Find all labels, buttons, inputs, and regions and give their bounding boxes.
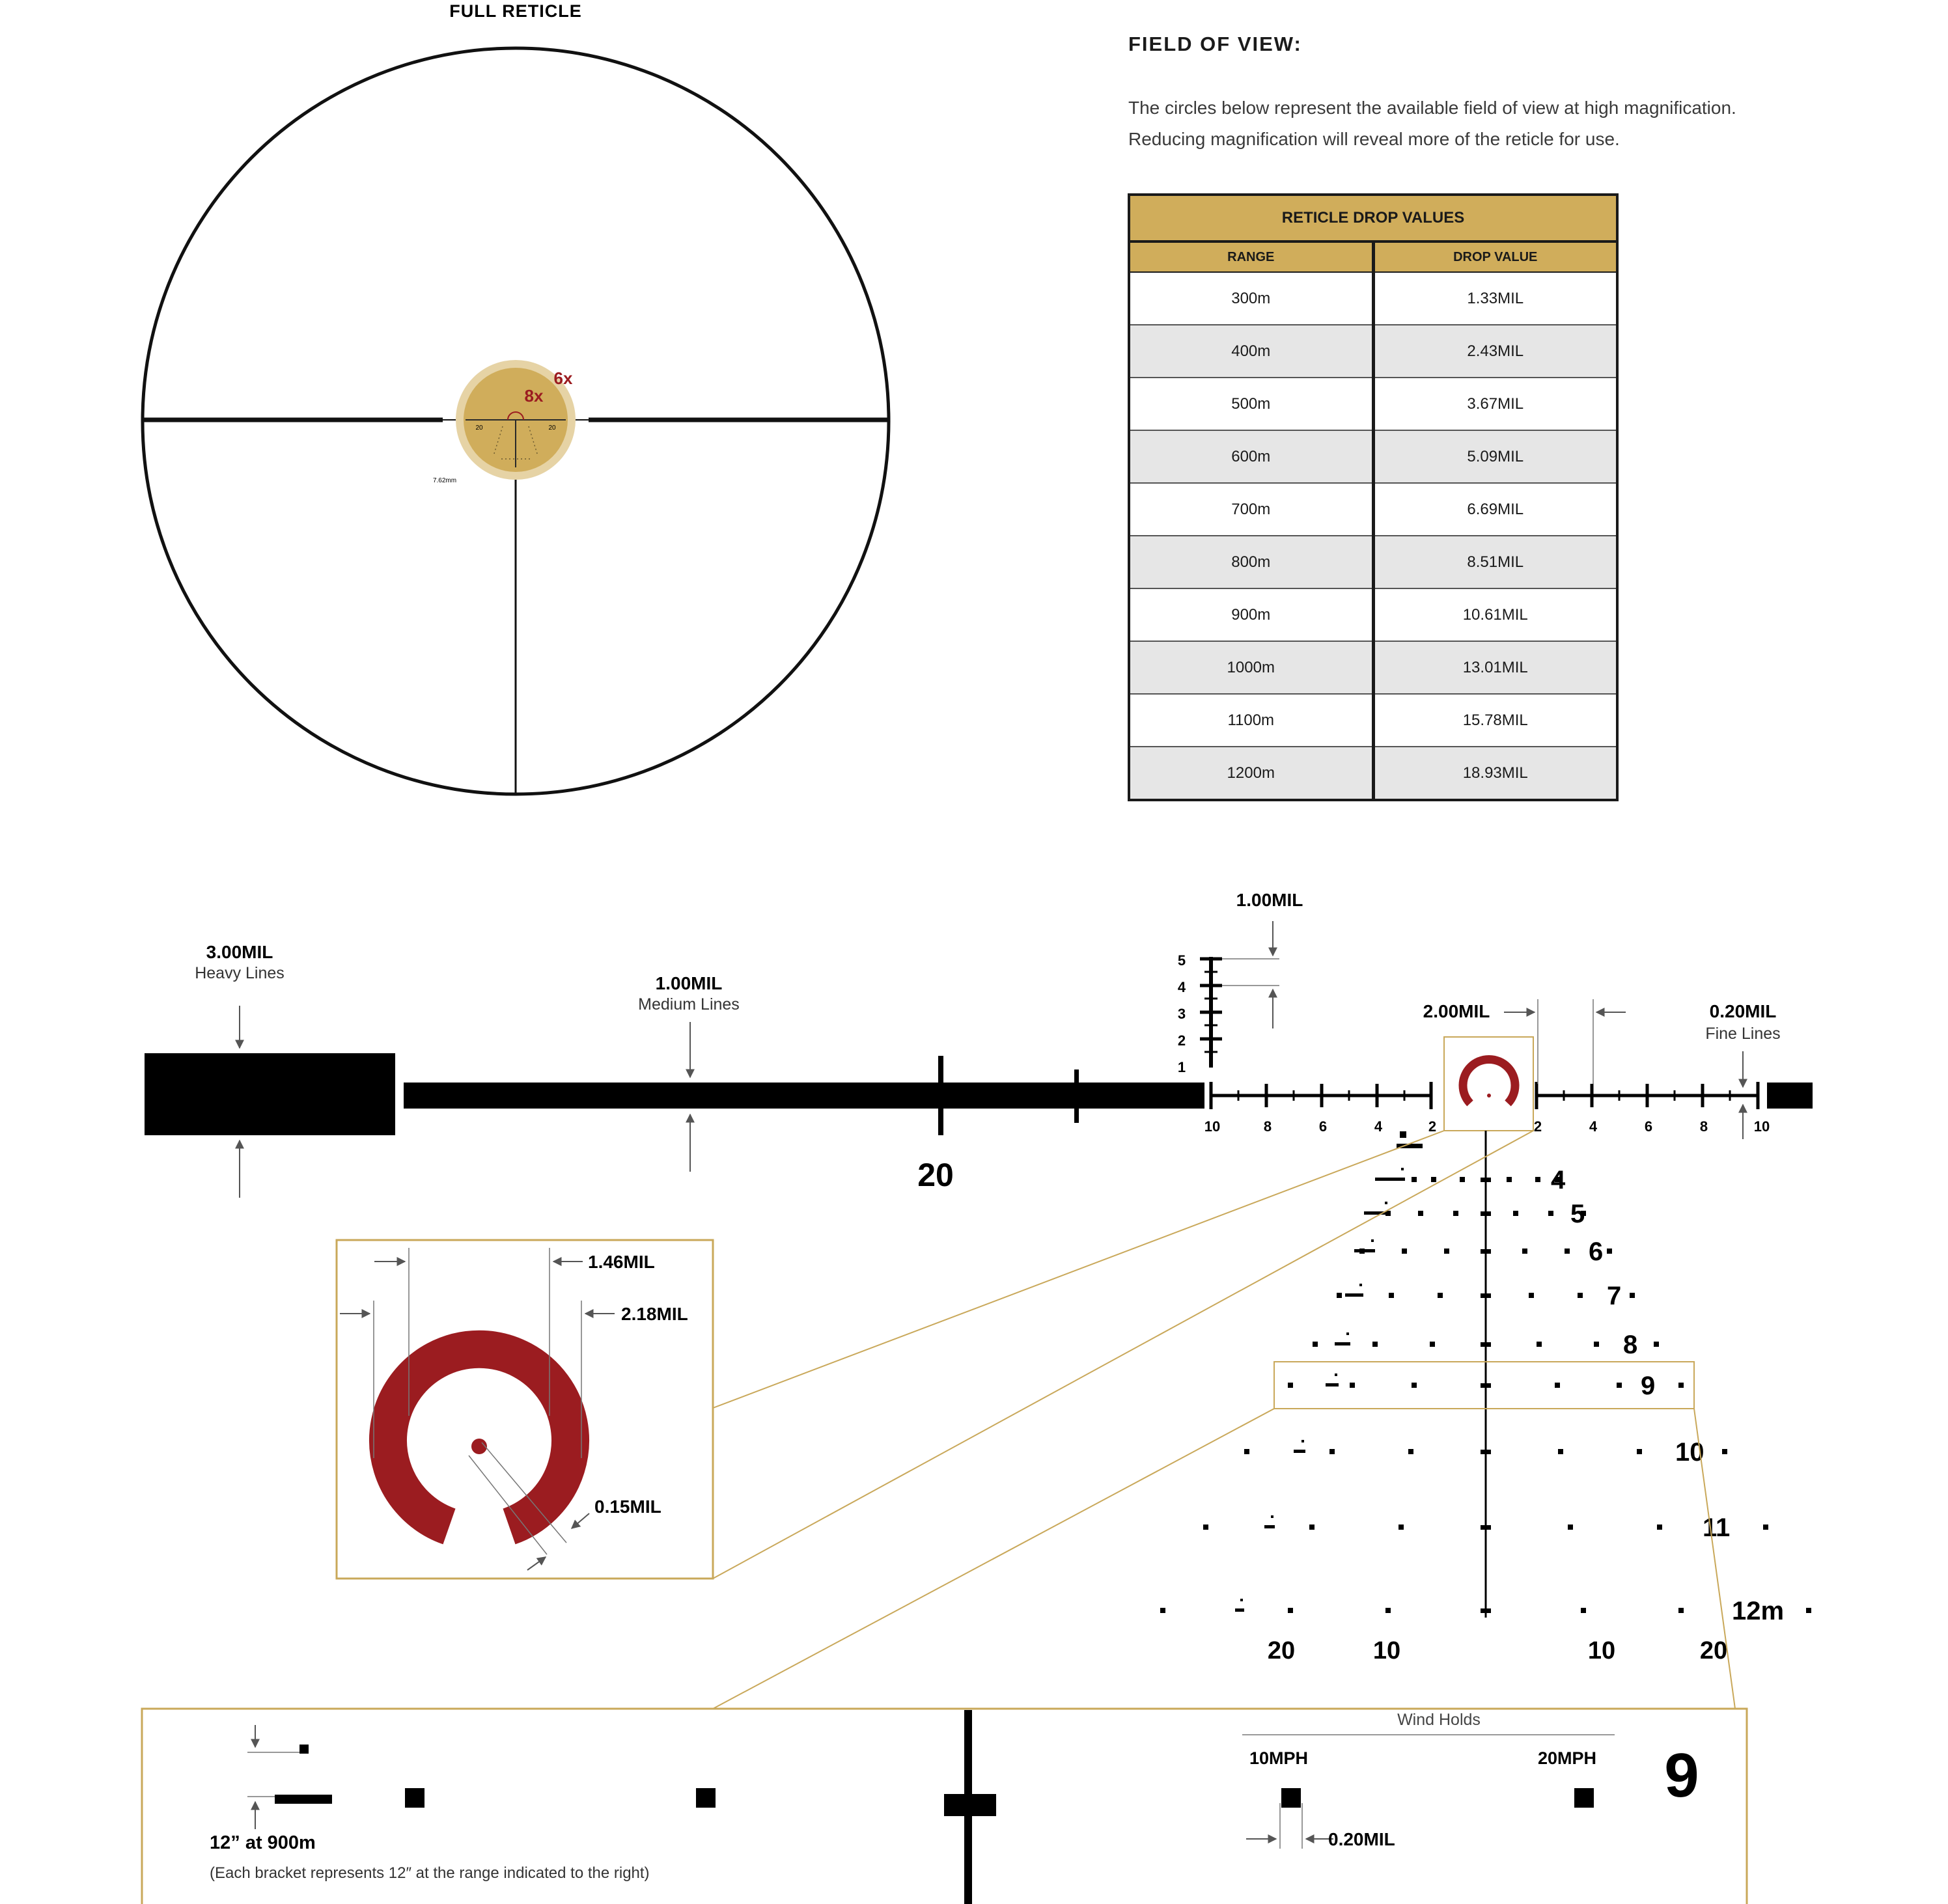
bdc-wind-dot bbox=[1529, 1293, 1534, 1298]
vertical-scale-label: 2 bbox=[1177, 1032, 1186, 1049]
heavy-line-bar bbox=[145, 1053, 395, 1135]
bdc-bracket-tick bbox=[1271, 1515, 1273, 1518]
vertical-mil-scale bbox=[1178, 890, 1303, 1075]
bdc-bracket bbox=[1375, 1178, 1405, 1181]
bdc-center-mark bbox=[1481, 1178, 1491, 1182]
bdc-range-label: 6 bbox=[1589, 1237, 1604, 1266]
bdc-bracket bbox=[1335, 1342, 1350, 1345]
bdc-bracket bbox=[1345, 1293, 1363, 1297]
bdc-wind-dot bbox=[1637, 1449, 1642, 1454]
fine-line-value: 0.20MIL bbox=[1709, 1001, 1777, 1021]
bdc-bracket-tick bbox=[1359, 1284, 1362, 1286]
full-reticle-title: FULL RETICLE bbox=[449, 1, 582, 21]
vertical-scale-value: 1.00MIL bbox=[1236, 890, 1303, 910]
vertical-scale-label: 3 bbox=[1177, 1006, 1186, 1022]
mini-scale-right: 20 bbox=[548, 424, 556, 432]
row-number-9: 9 bbox=[1664, 1741, 1699, 1810]
range-cell: 500m bbox=[1129, 378, 1373, 430]
bracket-bar bbox=[275, 1795, 332, 1804]
bdc-wind-dot bbox=[1385, 1608, 1391, 1613]
bdc-bracket bbox=[1354, 1249, 1375, 1252]
right-heavy-stub bbox=[1767, 1083, 1813, 1109]
bdc-wind-dot bbox=[1398, 1525, 1404, 1530]
bdc-wind-dot bbox=[1418, 1211, 1423, 1216]
bdc-range-label: 11 bbox=[1703, 1513, 1731, 1542]
magnification-6x-label: 6x bbox=[553, 368, 573, 388]
bdc-center-mark bbox=[1481, 1249, 1491, 1254]
horizontal-scale-label: 10 bbox=[1204, 1118, 1221, 1135]
bdc-center-mark bbox=[1481, 1383, 1491, 1388]
bdc-bracket-tick bbox=[1401, 1168, 1404, 1170]
wind-dot-10-right bbox=[1281, 1788, 1301, 1808]
medium-bar-number: 20 bbox=[917, 1157, 954, 1193]
bracket-note: (Each bracket represents 12″ at the range indicated to the right) bbox=[210, 1864, 650, 1882]
medium-bar-tick-major bbox=[938, 1056, 943, 1135]
bdc-dot bbox=[1400, 1131, 1406, 1138]
bdc-wind-dot bbox=[1513, 1211, 1518, 1216]
gap-callout-value: 2.00MIL bbox=[1423, 1001, 1490, 1021]
wind-dot-20-right bbox=[1574, 1788, 1594, 1808]
bdc-bracket-tick bbox=[1346, 1332, 1349, 1335]
field-of-view-title: FIELD OF VIEW: bbox=[1128, 33, 1302, 55]
heavy-line-label: Heavy Lines bbox=[195, 964, 285, 982]
bdc-wind-dot bbox=[1581, 1608, 1586, 1613]
horizontal-scale-label: 4 bbox=[1589, 1118, 1598, 1135]
bdc-bracket-tick bbox=[1240, 1599, 1243, 1601]
wind-hold-label: 10 bbox=[1587, 1637, 1616, 1664]
bdc-wind-dot bbox=[1578, 1293, 1583, 1298]
bdc-wind-dot bbox=[1555, 1383, 1560, 1388]
bdc-wind-dot bbox=[1654, 1342, 1659, 1347]
wind-10mph-label: 10MPH bbox=[1249, 1748, 1309, 1768]
caliber-label: 7.62mm bbox=[432, 477, 457, 484]
range-cell: 300m bbox=[1129, 272, 1373, 325]
range-cell: 800m bbox=[1129, 536, 1373, 588]
bdc-wind-dot bbox=[1607, 1249, 1612, 1254]
bdc-center-mark bbox=[1481, 1211, 1491, 1216]
wind-hold-label: 10 bbox=[1372, 1637, 1401, 1664]
line-spec-section bbox=[145, 890, 1813, 1198]
range-cell: 900m bbox=[1129, 588, 1373, 641]
bdc-wind-dot bbox=[1537, 1342, 1542, 1347]
center-cross-block bbox=[944, 1794, 996, 1816]
wind-20mph-label: 20MPH bbox=[1537, 1748, 1597, 1768]
bdc-wind-dot bbox=[1678, 1608, 1684, 1613]
bdc-wind-dot bbox=[1678, 1383, 1684, 1388]
horizontal-scale-label: 6 bbox=[1318, 1118, 1328, 1135]
bdc-wind-dot bbox=[1412, 1383, 1417, 1388]
bdc-drop-tree bbox=[1160, 1131, 1811, 1664]
vertical-scale-label: 1 bbox=[1177, 1059, 1186, 1075]
medium-line-label: Medium Lines bbox=[638, 995, 740, 1014]
drop-cell: 18.93MIL bbox=[1373, 747, 1617, 800]
medium-line-value: 1.00MIL bbox=[655, 973, 723, 993]
wind-holds-title: Wind Holds bbox=[1397, 1711, 1481, 1729]
wind-dot-10-left bbox=[696, 1788, 716, 1808]
drop-cell: 10.61MIL bbox=[1373, 588, 1617, 641]
inner-diameter-value: 1.46MIL bbox=[588, 1252, 655, 1272]
bdc-wind-dot bbox=[1309, 1525, 1315, 1530]
fov-text-line-1: The circles below represent the available field of view at high magnification. bbox=[1128, 98, 1736, 118]
column-header-range: RANGE bbox=[1129, 241, 1373, 272]
bdc-wind-dot bbox=[1594, 1342, 1599, 1347]
bdc-wind-dot bbox=[1630, 1293, 1635, 1298]
fine-line-label: Fine Lines bbox=[1705, 1025, 1781, 1043]
bdc-wind-dot bbox=[1203, 1525, 1208, 1530]
drop-cell: 15.78MIL bbox=[1373, 694, 1617, 747]
bdc-bracket-tick bbox=[1371, 1239, 1374, 1242]
center-zoom-box bbox=[1444, 1037, 1533, 1131]
horizontal-scale-label: 2 bbox=[1428, 1118, 1437, 1135]
bdc-wind-dot bbox=[1507, 1177, 1512, 1182]
bdc-wind-dot bbox=[1288, 1608, 1293, 1613]
bdc-center-mark bbox=[1481, 1450, 1491, 1454]
horseshoe-detail-panel bbox=[337, 1240, 713, 1579]
horizontal-scale-label: 10 bbox=[1753, 1118, 1770, 1135]
range-cell: 700m bbox=[1129, 483, 1373, 536]
range-cell: 400m bbox=[1129, 325, 1373, 378]
bdc-range-label: 4 bbox=[1551, 1166, 1566, 1194]
horizontal-scale-label: 8 bbox=[1263, 1118, 1272, 1135]
bdc-center-mark bbox=[1481, 1342, 1491, 1347]
bdc-wind-dot bbox=[1408, 1449, 1413, 1454]
bdc-wind-dot bbox=[1522, 1249, 1527, 1254]
horizontal-scale-label: 8 bbox=[1699, 1118, 1708, 1135]
wind-dot-20-left bbox=[405, 1788, 424, 1808]
drop-cell: 2.43MIL bbox=[1373, 325, 1617, 378]
bdc-wind-dot bbox=[1535, 1177, 1540, 1182]
bdc-wind-dot bbox=[1438, 1293, 1443, 1298]
bdc-range-label: 8 bbox=[1623, 1331, 1638, 1359]
drop-cell: 13.01MIL bbox=[1373, 641, 1617, 694]
vertical-scale-label: 4 bbox=[1177, 979, 1186, 995]
bdc-range-label: 7 bbox=[1607, 1282, 1622, 1310]
vertical-scale-label: 5 bbox=[1177, 952, 1186, 969]
fov-text-line-2: Reducing magnification will reveal more of the reticle for use. bbox=[1128, 129, 1620, 149]
bdc-bracket-tick bbox=[1385, 1202, 1387, 1204]
outer-diameter-value: 2.18MIL bbox=[621, 1304, 688, 1324]
bdc-wind-dot bbox=[1444, 1249, 1449, 1254]
bdc-wind-dot bbox=[1763, 1525, 1768, 1530]
bdc-range-label: 5 bbox=[1570, 1200, 1585, 1228]
range-cell: 1200m bbox=[1129, 747, 1373, 800]
bdc-wind-dot bbox=[1412, 1177, 1417, 1182]
bdc-wind-dot bbox=[1453, 1211, 1458, 1216]
horizontal-scale-label: 6 bbox=[1644, 1118, 1653, 1135]
bdc-wind-dot bbox=[1402, 1249, 1407, 1254]
range-cell: 600m bbox=[1129, 430, 1373, 483]
bdc-range-label: 12m bbox=[1732, 1597, 1785, 1625]
drop-cell: 3.67MIL bbox=[1373, 378, 1617, 430]
bdc-wind-dot bbox=[1389, 1293, 1394, 1298]
bdc-wind-dot bbox=[1430, 1342, 1435, 1347]
bdc-bracket bbox=[1326, 1383, 1339, 1387]
wind-dot-size-value: 0.20MIL bbox=[1328, 1829, 1395, 1849]
full-reticle-view bbox=[143, 1, 889, 794]
bracket-caption: 12” at 900m bbox=[210, 1832, 316, 1853]
bdc-bracket-tick bbox=[1335, 1373, 1337, 1376]
bdc-range-label: 10 bbox=[1675, 1438, 1705, 1467]
bdc-bracket bbox=[1294, 1450, 1305, 1453]
drop-cell: 1.33MIL bbox=[1373, 272, 1617, 325]
table-title: RETICLE DROP VALUES bbox=[1129, 195, 1617, 241]
bdc-wind-dot bbox=[1617, 1383, 1622, 1388]
bdc-wind-dot bbox=[1288, 1383, 1293, 1388]
bdc-center-mark bbox=[1481, 1293, 1491, 1298]
bdc-range-label: 9 bbox=[1641, 1372, 1656, 1400]
magnification-8x-label: 8x bbox=[524, 386, 544, 406]
wind-hold-label: 20 bbox=[1267, 1637, 1296, 1664]
heavy-line-value: 3.00MIL bbox=[206, 942, 273, 962]
bdc-wind-dot bbox=[1460, 1177, 1465, 1182]
bdc-wind-dot bbox=[1565, 1249, 1570, 1254]
medium-bar-tick-minor bbox=[1074, 1069, 1079, 1123]
bdc-bracket bbox=[1235, 1608, 1244, 1612]
wind-hold-label: 20 bbox=[1699, 1637, 1728, 1664]
bdc-wind-dot bbox=[1657, 1525, 1662, 1530]
bdc-wind-dot bbox=[1558, 1449, 1563, 1454]
bdc-wind-dot bbox=[1806, 1608, 1811, 1613]
bdc-center-mark bbox=[1481, 1525, 1491, 1530]
bdc-wind-dot bbox=[1431, 1177, 1436, 1182]
bdc-wind-dot bbox=[1722, 1449, 1727, 1454]
bdc-wind-dot bbox=[1337, 1293, 1342, 1298]
drop-cell: 6.69MIL bbox=[1373, 483, 1617, 536]
horizontal-scale-label: 4 bbox=[1374, 1118, 1383, 1135]
medium-line-bar bbox=[404, 1083, 1204, 1109]
horizontal-scale-label: 2 bbox=[1533, 1118, 1542, 1135]
bdc-wind-dot bbox=[1372, 1342, 1378, 1347]
bdc-wind-dot bbox=[1350, 1383, 1355, 1388]
bdc-bracket-tick bbox=[1301, 1440, 1304, 1442]
bdc-center-mark bbox=[1481, 1608, 1491, 1613]
bdc-bracket bbox=[1264, 1525, 1275, 1528]
row-9-detail-panel bbox=[142, 1709, 1747, 1904]
bdc-wind-dot bbox=[1329, 1449, 1335, 1454]
bdc-wind-dot bbox=[1160, 1608, 1165, 1613]
bracket-tick bbox=[299, 1745, 309, 1754]
bdc-wind-dot bbox=[1244, 1449, 1249, 1454]
drop-cell: 8.51MIL bbox=[1373, 536, 1617, 588]
bdc-wind-dot bbox=[1568, 1525, 1573, 1530]
column-header-drop-value: DROP VALUE bbox=[1373, 241, 1617, 272]
mini-scale-left: 20 bbox=[475, 424, 483, 432]
bdc-wind-dot bbox=[1313, 1342, 1318, 1347]
bdc-wind-dot bbox=[1548, 1211, 1553, 1216]
range-cell: 1100m bbox=[1129, 694, 1373, 747]
drop-cell: 5.09MIL bbox=[1373, 430, 1617, 483]
horizontal-fine-scale bbox=[1204, 1082, 1770, 1135]
range-cell: 1000m bbox=[1129, 641, 1373, 694]
dot-size-value: 0.15MIL bbox=[594, 1497, 661, 1517]
